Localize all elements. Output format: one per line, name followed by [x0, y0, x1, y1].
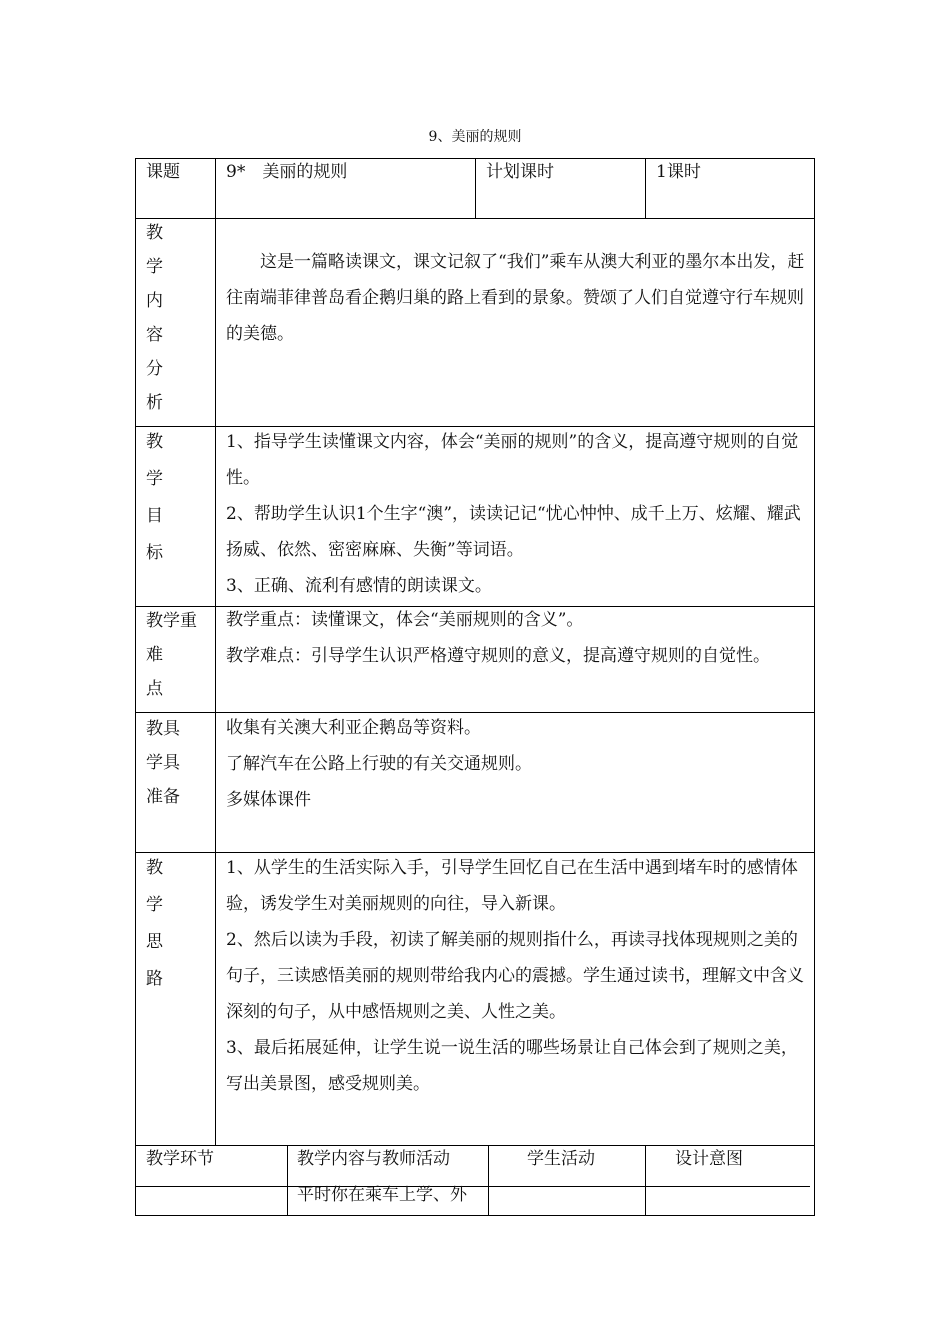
- topic-value: 9* 美丽的规则: [226, 162, 348, 182]
- goal-item: 3、正确、流利有感情的朗读课文。: [226, 576, 492, 596]
- column-divider: [645, 1145, 646, 1216]
- hours-value: 1课时: [656, 162, 701, 182]
- material-item: 收集有关澳大利亚企鹅岛等资料。: [226, 718, 481, 738]
- focus-point: 教学重点：读懂课文，体会“美丽规则的含义”。: [226, 610, 584, 630]
- key-points-label: 教学重 难 点: [146, 611, 197, 699]
- topic-label: 课题: [146, 162, 180, 182]
- materials-label: 教具 学具 准备: [146, 719, 180, 807]
- process-header-intent: 设计意图: [675, 1149, 743, 1169]
- goals-label: 教 学 目 标: [146, 432, 163, 563]
- material-item: 多媒体课件: [226, 790, 311, 810]
- analysis-label: 教 学 内 容 分 析: [146, 223, 163, 413]
- process-header-content: 教学内容与教师活动: [297, 1149, 450, 1169]
- difficulty-point: 教学难点：引导学生认识严格遵守规则的意义，提高遵守规则的自觉性。: [226, 646, 770, 666]
- column-divider: [475, 158, 476, 219]
- approach-text: [226, 850, 808, 1102]
- process-header-stage: 教学环节: [146, 1149, 214, 1169]
- approach-item: 3、最后拓展延伸，让学生说一说生活的哪些场景让自己体会到了规则之美，写出美景图，感受规则美。: [226, 1038, 798, 1094]
- approach-item: 2、然后以读为手段，初读了解美丽的规则指什么，再读寻找体现规则之美的句子，三读感悟美丽的规则带给我内心的震撼。学生通过读书，理解文中含义深刻的句子，从中感悟规则之美、人性之美。: [226, 930, 804, 1022]
- table-border-right: [814, 158, 815, 1216]
- materials-text: [226, 710, 808, 818]
- goal-item: 1、指导学生读懂课文内容，体会“美丽的规则”的含义，提高遵守规则的自觉性。: [226, 432, 799, 488]
- process-first-row-content: 平时你在乘车上学、外: [297, 1185, 467, 1205]
- row-divider: [135, 1186, 810, 1187]
- approach-item: 1、从学生的生活实际入手，引导学生回忆自己在生活中遇到堵车时的感情体验，诱发学生对美丽规则的向往，导入新课。: [226, 858, 798, 914]
- key-points-text: [226, 602, 808, 674]
- table-border-left: [135, 158, 136, 1216]
- column-divider: [287, 1145, 288, 1216]
- hours-label: 计划课时: [486, 162, 554, 182]
- table-border-bottom: [135, 1215, 815, 1216]
- process-header-student: 学生活动: [527, 1149, 595, 1169]
- material-item: 了解汽车在公路上行驶的有关交通规则。: [226, 754, 532, 774]
- column-divider: [645, 158, 646, 219]
- goal-item: 2、帮助学生认识1个生字“澳”，读读记记“忧心忡忡、成千上万、炫耀、耀武扬威、依然、密密麻麻、失衡”等词语。: [226, 504, 801, 560]
- document-title: 9、美丽的规则: [428, 129, 522, 145]
- column-divider: [488, 1145, 489, 1216]
- analysis-text: 这是一篇略读课文，课文记叙了“我们”乘车从澳大利亚的墨尔本出发，赶往南端菲律普岛看企鹅归巢的路上看到的景象。赞颂了人们自觉遵守行车规则的美德。: [226, 252, 805, 344]
- approach-label: 教 学 思 路: [146, 858, 163, 989]
- goals-text: [226, 424, 808, 604]
